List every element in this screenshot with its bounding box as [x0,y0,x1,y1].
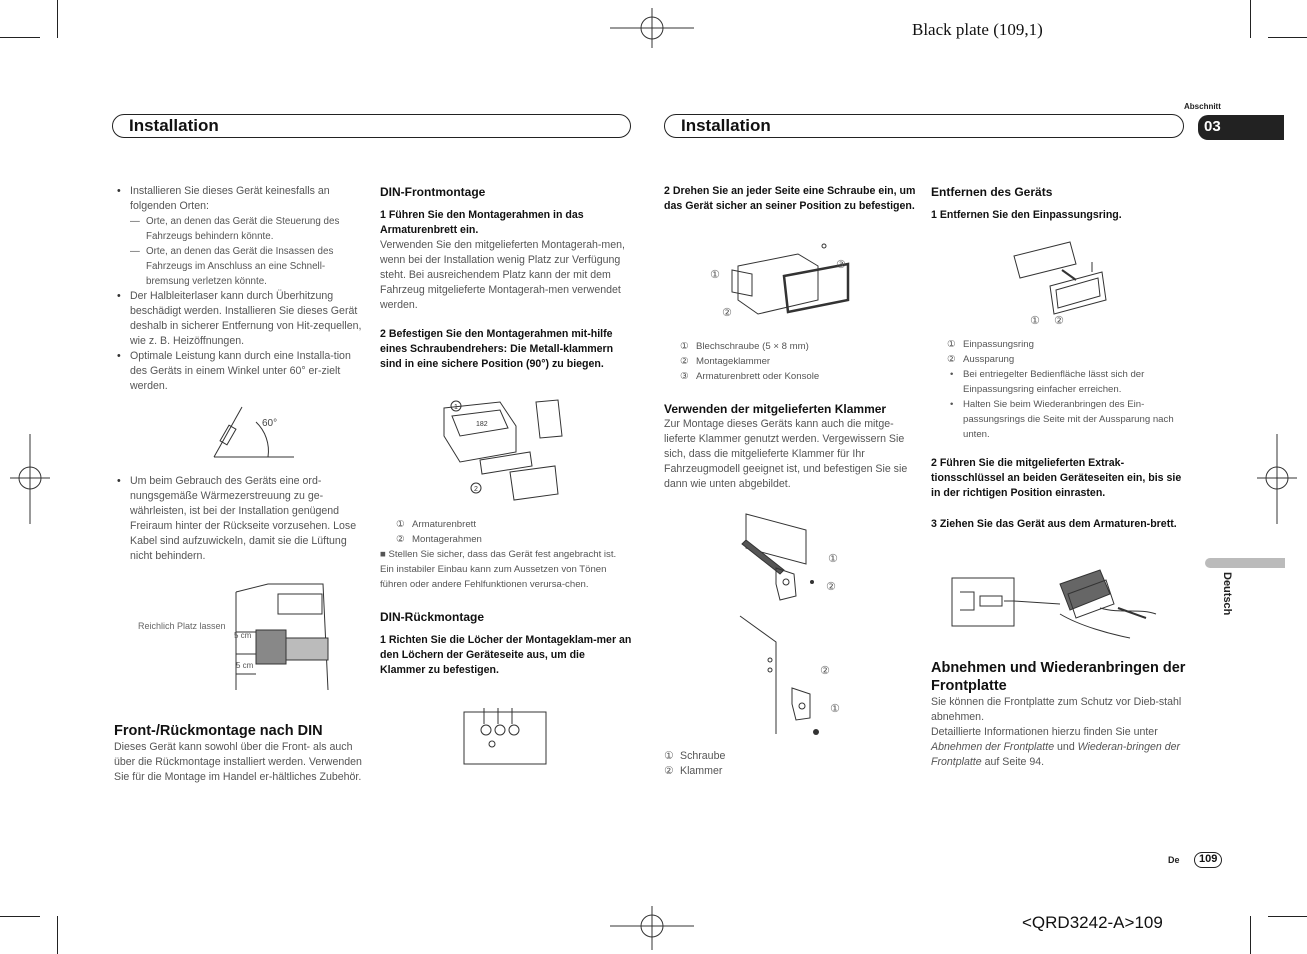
page-number-badge [1194,852,1222,868]
header-right-title: Installation [681,116,771,135]
figure-number: ① [710,268,720,281]
removal-diagram [950,564,1168,640]
list-item [664,749,916,764]
crop-mark [1268,37,1307,38]
header-left-title: Installation [129,116,219,135]
list-item [664,354,916,369]
list-item [664,764,916,779]
header-right [664,114,1184,138]
list-item [931,337,1185,352]
crop-mark [0,916,40,917]
item-number: ② [396,534,405,545]
item-number: ② [947,354,956,365]
figure-number: ① [830,702,840,715]
column-4 [931,185,1185,223]
section-tab [1198,115,1284,140]
section-heading: Abnehmen und Wiederanbringen der Frontplatte [931,660,1186,694]
section-number: 03 [1204,118,1221,135]
item-number: ① [664,750,674,762]
crop-mark [1250,916,1251,954]
section-heading: Front-/Rückmontage nach DIN [114,723,323,739]
clearance-label-1: 5 cm [234,631,252,640]
column-1 [114,184,366,394]
column-2-b [380,517,632,678]
column-1-b [114,474,366,564]
language-tab [1205,558,1285,568]
crop-mark [1250,0,1251,38]
screw-mount-diagram [708,240,858,320]
column-3 [664,184,916,214]
item-text: Aussparung [963,354,1015,365]
section-label: Abschnitt [1184,102,1221,111]
registration-mark [10,434,50,524]
item-number: ③ [680,371,689,382]
step: 1 Entfernen Sie den Einpassungsring. [931,209,1122,221]
bracket-diagram-1 [736,504,846,604]
figure-number: ② [722,306,732,319]
page-number: 109 [1199,853,1218,865]
registration-mark [1257,434,1297,524]
body-text: und [1054,741,1078,753]
language-label: Deutsch [1221,572,1233,616]
column-4-b [931,337,1185,532]
fitting-ring-diagram [1010,236,1110,328]
item-text: Blechschraube (5 × 8 mm) [696,341,809,352]
crop-mark [0,37,40,38]
angle-label: 60° [262,418,278,429]
step: 2 Befestigen Sie den Montagerahmen mit-hilfe eines Schraubendrehers: Die Metall-klammern sind in eine sichere Position (90°) zu biegen. [380,328,614,370]
figure-number: 2 [474,486,478,493]
front-mount-diagram [440,396,570,506]
list-item [664,369,916,384]
bullet-item: • Installieren Sie dieses Gerät keinesfalls an folgenden Orten: [114,184,366,214]
section-body: Sie können die Frontplatte zum Schutz vor Dieb-stahl abnehmen. [931,696,1182,723]
crop-mark [1268,916,1307,917]
step: 1 Richten Sie die Löcher der Montageklam-mer an den Löchern der Geräteseite aus, um die Klammer zu befestigen. [380,634,632,676]
item-number: ① [947,339,956,350]
clearance-caption: Reichlich Platz lassen [138,621,226,631]
crop-mark [57,916,58,954]
clearance-label-2: 5 cm [236,661,254,670]
bullet-item: • Um beim Gebrauch des Geräts eine ord-nungsgemäße Wärmezerstreuung zu ge-währleisten, ist bei der Installation genügend Freiraum hinter der Rückseite vorzusehen. Lose Kabel sind aufzuwickeln, damit sie die Lüftung nicht behindern. [114,474,366,564]
dash-item: — Orte, an denen das Gerät die Insassen des Fahrzeugs im Anschluss an eine Schnell-bremsung verletzen könnte. [114,244,366,289]
bullet-item: • Optimale Leistung kann durch eine Installa-tion des Geräts in einem Winkel unter 60° er-zielt werden. [114,349,366,394]
figure-number: ② [820,664,830,677]
step: 2 Führen Sie die mitgelieferten Extrak-tionsschlüssel an beiden Geräteseiten ein, bis sie in der richtigen Position einrasten. [931,457,1182,499]
figure-number: ② [1054,314,1064,327]
header-left [112,114,631,138]
item-text: Einpassungsring [963,339,1034,350]
subheading: DIN-Rückmontage [380,610,485,624]
column-2 [380,185,632,372]
bullet-item: • Halten Sie beim Wiederanbringen des Ein-passungsrings die Seite mit der Aussparung nach unten. [947,397,1185,442]
figure-number: ① [828,552,838,565]
figure-number: ③ [836,258,846,271]
column-3-b [664,339,916,492]
registration-mark [610,8,694,48]
subheading: DIN-Frontmontage [380,185,486,199]
angle-diagram [210,402,300,462]
item-text: Schraube [680,750,726,762]
plate-label: Black plate (109,1) [912,20,1043,39]
bullet-item: • Bei entriegelter Bedienfläche lässt sich der Einpassungsring einfacher erreichen. [947,367,1185,397]
section-body: Dieses Gerät kann sowohl über die Front- als auch über die Rückmontage installiert werden. Verwenden Sie für die Montage im Handel er-hältliches Zubehör. [114,741,362,783]
subheading: Entfernen des Geräts [931,185,1053,199]
list-item [664,339,916,354]
item-text: Montagerahmen [412,534,482,545]
rear-mount-diagram [462,706,550,766]
column-1-c [114,722,366,785]
document-code: <QRD3242-A>109 [1022,913,1163,932]
list-item [380,517,632,532]
column-3-c [664,749,916,779]
figure-value: 182 [476,421,488,428]
bracket-diagram-2 [736,614,846,740]
step: 3 Ziehen Sie das Gerät aus dem Armaturen-brett. [931,518,1177,530]
registration-mark [610,906,694,950]
item-number: ② [680,356,689,367]
body-text: Detaillierte Informationen hierzu finden Sie unter [931,726,1158,738]
bullet-item: • Der Halbleiterlaser kann durch Überhitzung beschädigt werden. Installieren Sie dieses Gerät deshalb in sicherer Entfernung von Hit-zequellen, wie z. B. Heizöffnungen. [114,289,366,349]
section-body [931,725,1187,770]
item-text: Armaturenbrett [412,519,476,530]
body-text: auf Seite 94. [981,756,1045,768]
column-4-c [931,659,1187,770]
list-item [380,532,632,547]
figure-number: 1 [454,404,458,411]
crop-mark [57,0,58,38]
list-item [931,352,1185,367]
reference-link[interactable]: Abnehmen der Frontplatte [931,741,1055,753]
item-number: ① [680,341,689,352]
figure-number: ② [826,580,836,593]
item-text: Klammer [680,765,723,777]
figure-number: ① [1030,314,1040,327]
step: 2 Drehen Sie an jeder Seite eine Schraube ein, um das Gerät sicher an seiner Position zu befestigen. [664,185,916,212]
step: 1 Führen Sie den Montagerahmen in das Armaturenbrett ein. [380,209,584,236]
item-text: Montageklammer [696,356,771,367]
language-code: De [1168,855,1180,865]
section-body: Zur Montage dieses Geräts kann auch die mitge-lieferte Klammer genutzt werden. Vergewissern Sie sich, dass die mitgelieferte Klammer für Ihr Fahrzeugmodell geeignet ist, und befestigen Sie sie dann wie unten abgebildet. [664,418,908,490]
item-text: Armaturenbrett oder Konsole [696,371,820,382]
note: ■ Stellen Sie sicher, dass das Gerät fest angebracht ist. Ein instabiler Einbau kann zum Aussetzen von Tönen führen oder andere Fehlfunktionen verursa-chen. [380,549,617,590]
dashboard-clearance-diagram [228,582,338,690]
subheading: Verwenden der mitgelieferten Klammer [664,402,887,416]
item-number: ① [396,519,405,530]
step-body: Verwenden Sie den mitgelieferten Montagerah-men, wenn bei der Installation wenig Platz zur Verfügung steht. Bei ausreichendem Platz kann der mit dem Fahrzeug mitgelieferte Montagerah-men verwendet werden. [380,239,625,311]
item-number: ② [664,765,674,777]
reference-link[interactable]: Wiederan-bringen der Frontplatte [931,741,1181,768]
dash-item: — Orte, an denen das Gerät die Steuerung des Fahrzeugs behindern könnte. [114,214,366,244]
